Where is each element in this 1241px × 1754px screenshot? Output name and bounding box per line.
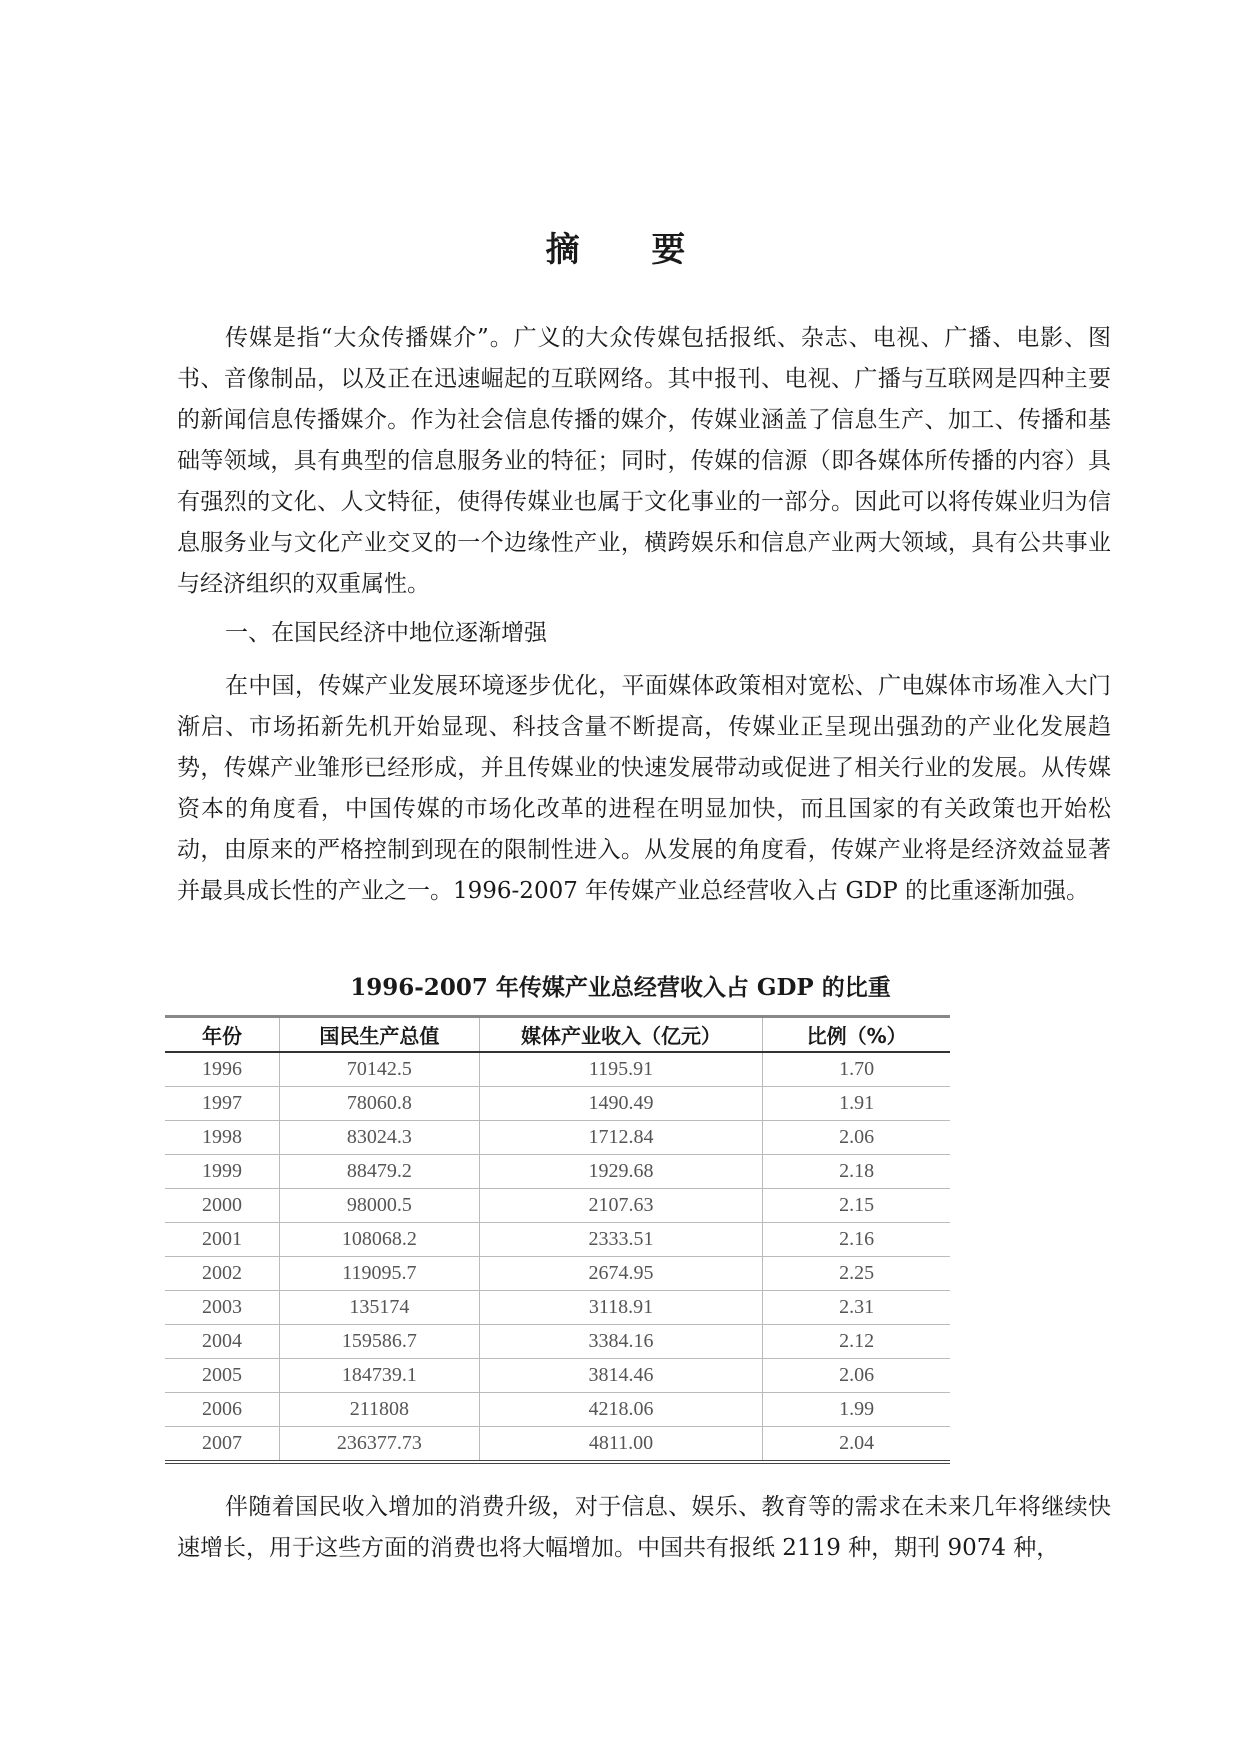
cell-year: 2002 (165, 1257, 280, 1291)
cell-media-revenue: 4218.06 (479, 1393, 763, 1427)
cell-year: 2005 (165, 1359, 280, 1393)
table-row (165, 1393, 950, 1427)
table-row (165, 1155, 950, 1189)
cell-year: 2007 (165, 1427, 280, 1463)
cell-gdp: 88479.2 (280, 1155, 480, 1189)
cell-media-revenue: 3118.91 (479, 1291, 763, 1325)
cell-ratio: 2.25 (763, 1257, 950, 1291)
cell-media-revenue: 2107.63 (479, 1189, 763, 1223)
table-header-row (165, 1017, 950, 1053)
header-year: 年份 (165, 1017, 280, 1053)
cell-gdp: 119095.7 (280, 1257, 480, 1291)
cell-media-revenue: 1195.91 (479, 1052, 763, 1087)
header-media-revenue: 媒体产业收入（亿元） (479, 1017, 763, 1053)
cell-year: 1997 (165, 1087, 280, 1121)
cell-year: 1996 (165, 1052, 280, 1087)
table-row (165, 1189, 950, 1223)
cell-gdp: 184739.1 (280, 1359, 480, 1393)
cell-ratio: 2.16 (763, 1223, 950, 1257)
table-row (165, 1427, 950, 1463)
cell-media-revenue: 1929.68 (479, 1155, 763, 1189)
page-title: 摘 要 (545, 230, 716, 270)
header-gdp: 国民生产总值 (280, 1017, 480, 1053)
cell-year: 1999 (165, 1155, 280, 1189)
cell-media-revenue: 1712.84 (479, 1121, 763, 1155)
cell-media-revenue: 2674.95 (479, 1257, 763, 1291)
cell-ratio: 2.18 (763, 1155, 950, 1189)
table-row (165, 1257, 950, 1291)
cell-gdp: 159586.7 (280, 1325, 480, 1359)
cell-gdp: 211808 (280, 1393, 480, 1427)
cell-ratio: 1.91 (763, 1087, 950, 1121)
cell-media-revenue: 1490.49 (479, 1087, 763, 1121)
cell-media-revenue: 3814.46 (479, 1359, 763, 1393)
table-row (165, 1087, 950, 1121)
cell-year: 2000 (165, 1189, 280, 1223)
header-ratio: 比例（%） (763, 1017, 950, 1053)
gdp-media-table (165, 1015, 950, 1464)
cell-year: 1998 (165, 1121, 280, 1155)
cell-gdp: 70142.5 (280, 1052, 480, 1087)
cell-gdp: 83024.3 (280, 1121, 480, 1155)
table-row (165, 1359, 950, 1393)
body-paragraph: 在中国，传媒产业发展环境逐步优化，平面媒体政策相对宽松、广电媒体市场准入大门渐启、市场拓新先机开始显现、科技含量不断提高，传媒业正呈现出强劲的产业化发展趋势，传媒产业雏形已经形成，并且传媒业的快速发展带动或促进了相关行业的发展。从传媒资本的角度看，中国传媒的市场化改革的进程在明显加快，而且国家的有关政策也开始松动，由原来的严格控制到现在的限制性进入。从发展的角度看，传媒产业将是经济效益显著并最具成长性的产业之一。1996-2007 年传媒产业总经营收入占 GDP 的比重逐渐加强。 (177, 673, 1111, 904)
cell-ratio: 2.15 (763, 1189, 950, 1223)
table-caption: 1996-2007 年传媒产业总经营收入占 GDP 的比重 (350, 974, 891, 1001)
cell-ratio: 1.99 (763, 1393, 950, 1427)
cell-media-revenue: 3384.16 (479, 1325, 763, 1359)
cell-media-revenue: 4811.00 (479, 1427, 763, 1463)
table-row (165, 1325, 950, 1359)
table-row (165, 1121, 950, 1155)
cell-year: 2003 (165, 1291, 280, 1325)
cell-ratio: 2.31 (763, 1291, 950, 1325)
cell-ratio: 1.70 (763, 1052, 950, 1087)
table-row (165, 1291, 950, 1325)
section-heading: 一、在国民经济中地位逐渐增强 (225, 620, 547, 646)
cell-media-revenue: 2333.51 (479, 1223, 763, 1257)
cell-ratio: 2.06 (763, 1121, 950, 1155)
cell-ratio: 2.04 (763, 1427, 950, 1463)
cell-gdp: 78060.8 (280, 1087, 480, 1121)
cell-year: 2001 (165, 1223, 280, 1257)
cell-gdp: 236377.73 (280, 1427, 480, 1463)
cell-ratio: 2.12 (763, 1325, 950, 1359)
intro-paragraph: 传媒是指“大众传播媒介”。广义的大众传媒包括报纸、杂志、电视、广播、电影、图书、音像制品，以及正在迅速崛起的互联网络。其中报刊、电视、广播与互联网是四种主要的新闻信息传播媒介。作为社会信息传播的媒介，传媒业涵盖了信息生产、加工、传播和基础等领域，具有典型的信息服务业的特征；同时，传媒的信源（即各媒体所传播的内容）具有强烈的文化、人文特征，使得传媒业也属于文化事业的一部分。因此可以将传媒业归为信息服务业与文化产业交叉的一个边缘性产业，横跨娱乐和信息产业两大领域，具有公共事业与经济组织的双重属性。 (177, 325, 1111, 597)
cell-year: 2004 (165, 1325, 280, 1359)
cell-gdp: 135174 (280, 1291, 480, 1325)
closing-paragraph: 伴随着国民收入增加的消费升级，对于信息、娱乐、教育等的需求在未来几年将继续快速增长，用于这些方面的消费也将大幅增加。中国共有报纸 2119 种，期刊 9074 种， (177, 1494, 1111, 1561)
cell-gdp: 108068.2 (280, 1223, 480, 1257)
cell-ratio: 2.06 (763, 1359, 950, 1393)
cell-gdp: 98000.5 (280, 1189, 480, 1223)
table-row (165, 1223, 950, 1257)
table-row (165, 1052, 950, 1087)
cell-year: 2006 (165, 1393, 280, 1427)
